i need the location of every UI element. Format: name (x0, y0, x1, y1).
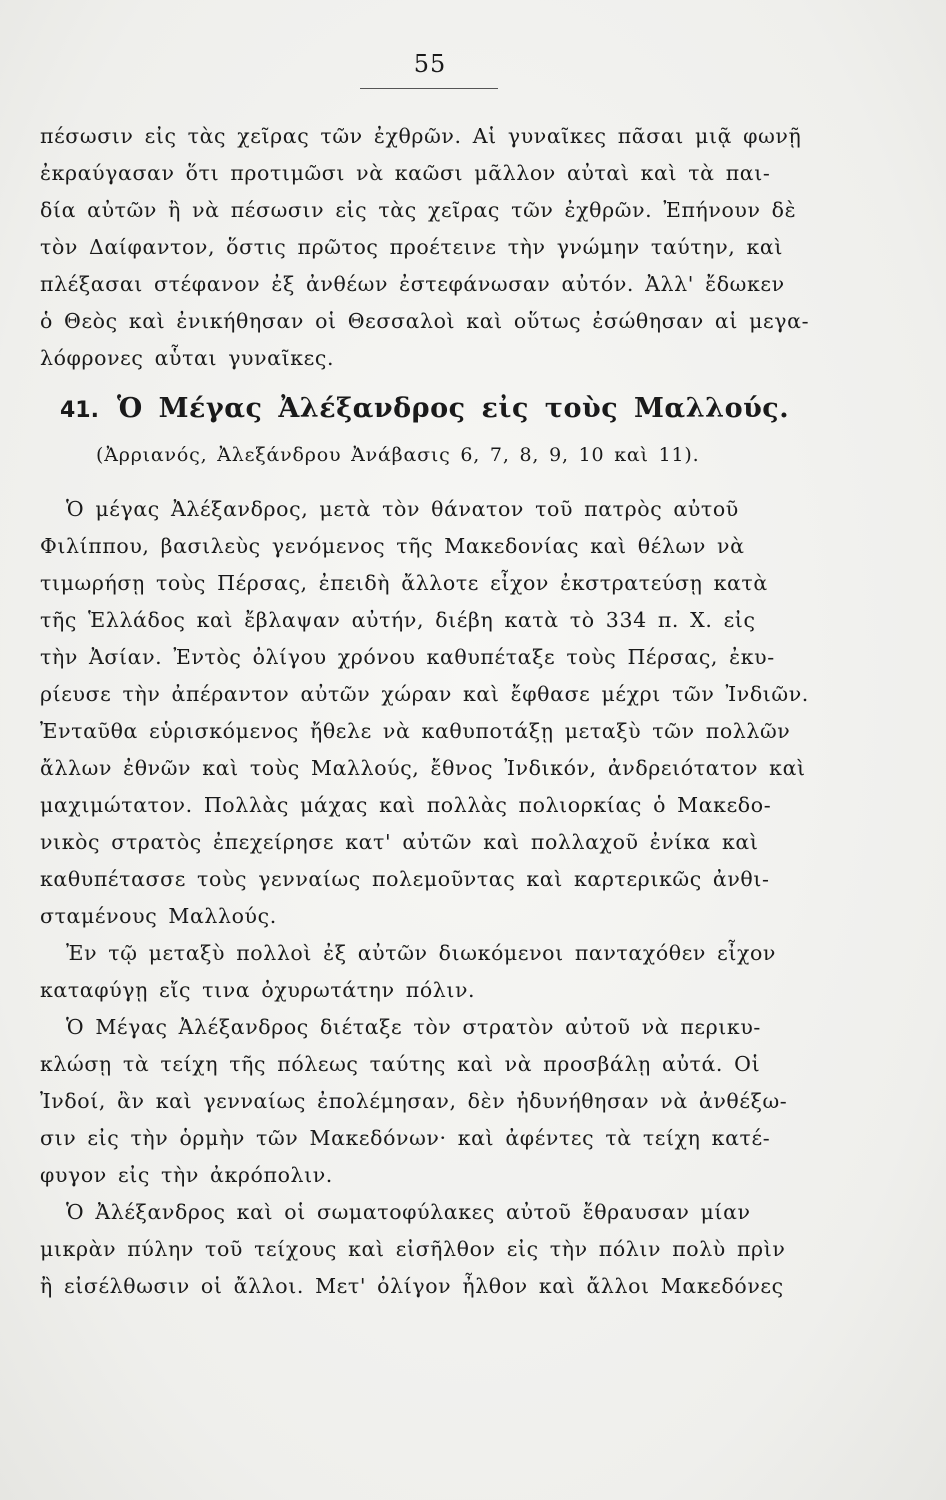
text-line: ἐκραύγασαν ὅτι προτιμῶσι νὰ καῶσι μᾶλλον αὐταὶ καὶ τὰ παι- (40, 161, 771, 185)
text-line: τῆς Ἑλλάδος καὶ ἔβλαψαν αὐτήν, διέβη κατὰ τὸ 334 π. Χ. εἰς (40, 608, 756, 632)
text-line: μαχιμώτατον. Πολλὰς μάχας καὶ πολλὰς πολιορκίας ὁ Μακεδο- (40, 793, 772, 817)
section-heading (40, 383, 810, 435)
text-line: τὸν Δαίφαντον, ὅστις πρῶτος προέτεινε τὴν γνώμην ταύτην, καὶ (40, 235, 783, 259)
paragraph-4 (40, 1194, 810, 1305)
text-line: καθυπέτασσε τοὺς γενναίως πολεμοῦντας καὶ καρτερικῶς ἀνθι- (40, 867, 770, 891)
text-line: Ἐνταῦθα εὑρισκόμενος ἤθελε νὰ καθυποτάξῃ μεταξὺ τῶν πολλῶν (40, 719, 791, 743)
text-line: Ὁ Ἀλέξανδρος καὶ οἱ σωματοφύλακες αὐτοῦ ἔθραυσαν μίαν (66, 1200, 751, 1224)
text-line: τιμωρήσῃ τοὺς Πέρσας, ἐπειδὴ ἄλλοτε εἶχον ἐκστρατεύσῃ κατὰ (40, 571, 768, 595)
text-line: ρίευσε τὴν ἀπέραντον αὐτῶν χώραν καὶ ἔφθασε μέχρι τῶν Ἰνδιῶν. (40, 682, 809, 706)
paragraph-2 (40, 935, 810, 1009)
text-line: λόφρονες αὗται γυναῖκες. (40, 346, 335, 370)
text-line: ἄλλων ἐθνῶν καὶ τοὺς Μαλλούς, ἔθνος Ἰνδικόν, ἀνδρειότατον καὶ (40, 756, 806, 780)
section-source: (Ἀρριανός, Ἀλεξάνδρου Ἀνάβασις 6, 7, 8, 9, 10 καὶ 11). (96, 444, 700, 466)
text-line: καταφύγῃ εἴς τινα ὀχυρωτάτην πόλιν. (40, 978, 476, 1002)
text-line: τὴν Ἀσίαν. Ἐντὸς ὀλίγου χρόνου καθυπέταξε τοὺς Πέρσας, ἐκυ- (40, 645, 775, 669)
text-line: Ὁ Μέγας Ἀλέξανδρος διέταξε τὸν στρατὸν αὐτοῦ νὰ περικυ- (66, 1015, 761, 1039)
text-line: σιν εἰς τὴν ὁρμὴν τῶν Μακεδόνων· καὶ ἀφέντες τὰ τείχη κατέ- (40, 1126, 771, 1150)
text-line: σταμένους Μαλλούς. (40, 904, 277, 928)
text-line: Ἰνδοί, ἂν καὶ γενναίως ἐπολέμησαν, δὲν ἠδυνήθησαν νὰ ἀνθέξω- (40, 1089, 788, 1113)
section-number: 41. (60, 398, 99, 423)
text-line: νικὸς στρατὸς ἐπεχείρησε κατ' αὐτῶν καὶ πολλαχοῦ ἐνίκα καὶ (40, 830, 759, 854)
section-title: Ὁ Μέγας Ἀλέξανδρος εἰς τοὺς Μαλλούς. (116, 393, 790, 424)
intro-paragraph (40, 118, 810, 377)
paragraph-3 (40, 1009, 810, 1194)
text-line: φυγον εἰς τὴν ἀκρόπολιν. (40, 1163, 333, 1187)
text-line: πλέξασαι στέφανον ἐξ ἀνθέων ἐστεφάνωσαν αὐτόν. Ἀλλ' ἔδωκεν (40, 272, 785, 296)
text-line: κλώσῃ τὰ τείχη τῆς πόλεως ταύτης καὶ νὰ προσβάλῃ αὐτά. Οἱ (40, 1052, 761, 1076)
paragraph-1 (40, 491, 810, 935)
page-number-rule (360, 88, 498, 89)
text-line: Ὁ μέγας Ἀλέξανδρος, μετὰ τὸν θάνατον τοῦ πατρὸς αὐτοῦ (66, 497, 739, 521)
text-line: Φιλίππου, βασιλεὺς γενόμενος τῆς Μακεδονίας καὶ θέλων νὰ (40, 534, 745, 558)
text-line: ὁ Θεὸς καὶ ἐνικήθησαν οἱ Θεσσαλοὶ καὶ οὕτως ἐσώθησαν αἱ μεγα- (40, 309, 810, 333)
text-line: Ἐν τῷ μεταξὺ πολλοὶ ἐξ αὐτῶν διωκόμενοι πανταχόθεν εἶχον (66, 941, 776, 965)
text-line: μικρὰν πύλην τοῦ τείχους καὶ εἰσῆλθον εἰς τὴν πόλιν πολὺ πρὶν (40, 1237, 786, 1261)
page-body (40, 118, 810, 1305)
text-line: δία αὐτῶν ἢ νὰ πέσωσιν εἰς τὰς χεῖρας τῶν ἐχθρῶν. Ἐπήνουν δὲ (40, 198, 797, 222)
text-line: ἢ εἰσέλθωσιν οἱ ἄλλοι. Μετ' ὀλίγον ἦλθον καὶ ἄλλοι Μακεδόνες (40, 1274, 784, 1298)
text-line: πέσωσιν εἰς τὰς χεῖρας τῶν ἐχθρῶν. Αἱ γυναῖκες πᾶσαι μιᾷ φωνῇ (40, 124, 802, 148)
page-number: 55 (413, 50, 447, 78)
